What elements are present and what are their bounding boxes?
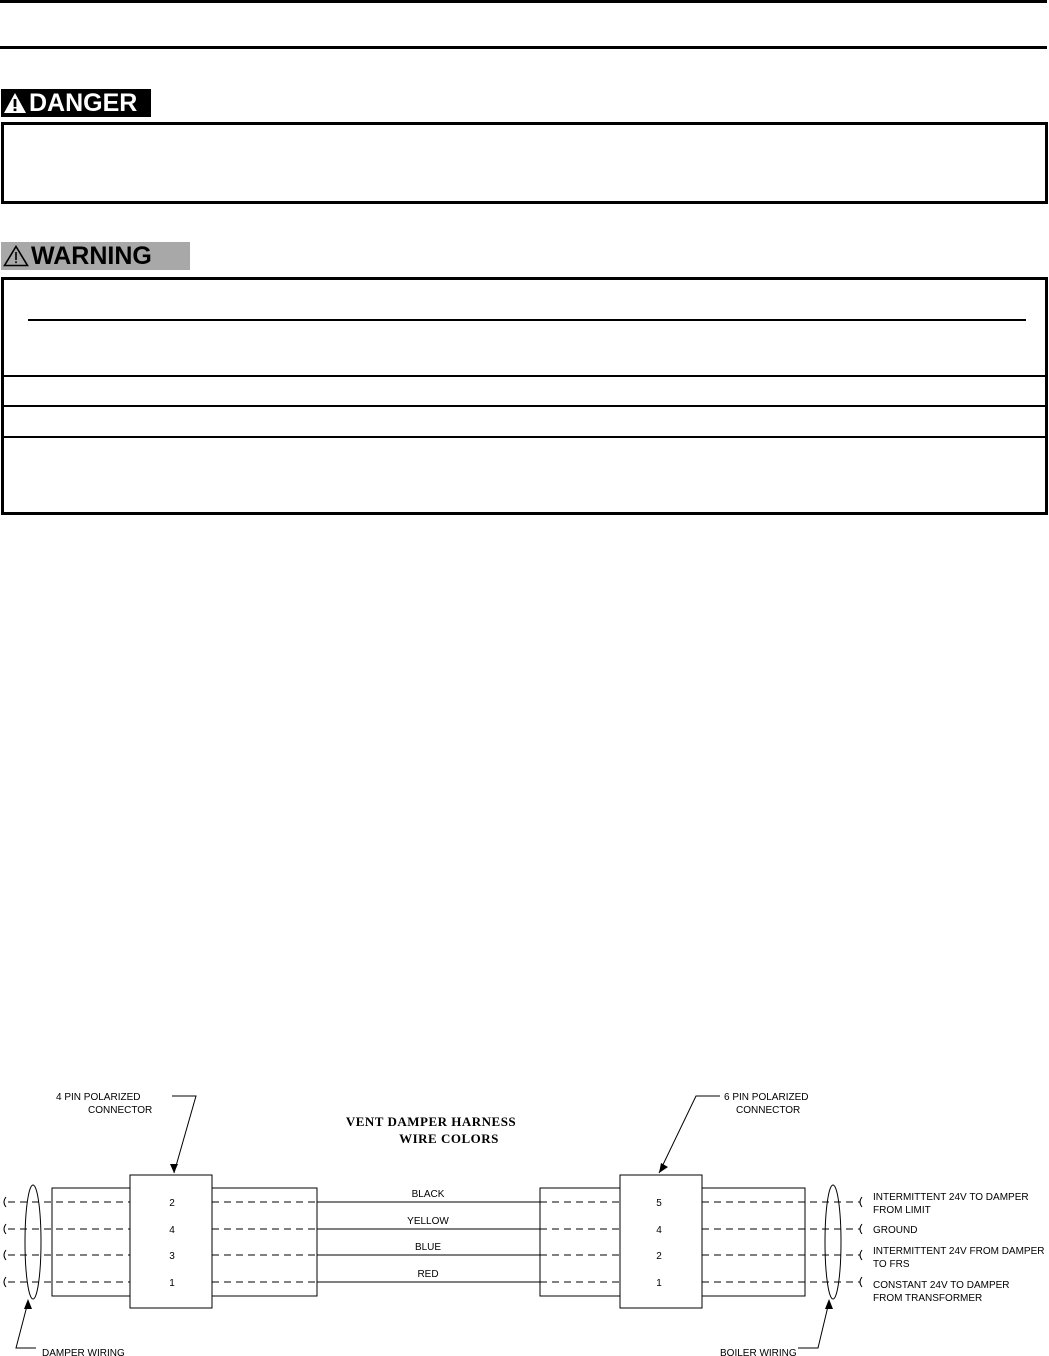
wire-description: FROM LIMIT bbox=[873, 1205, 931, 1216]
left-pin-number: 3 bbox=[169, 1251, 175, 1262]
wire-description: CONSTANT 24V TO DAMPER bbox=[873, 1280, 1010, 1291]
warning-triangle-icon bbox=[3, 92, 27, 114]
wire-description: TO FRS bbox=[873, 1259, 910, 1270]
wire-description: FROM TRANSFORMER bbox=[873, 1293, 983, 1304]
wire-break-icon bbox=[860, 1277, 862, 1287]
wire-description: INTERMITTENT 24V TO DAMPER bbox=[873, 1192, 1029, 1203]
boiler-wiring-leader bbox=[798, 1302, 829, 1348]
left-connector-label-line1: 4 PIN POLARIZED bbox=[56, 1092, 141, 1103]
danger-label: DANGER bbox=[29, 88, 138, 117]
boiler-wiring-bundle bbox=[825, 1185, 841, 1299]
right-connector-label-line2: CONNECTOR bbox=[736, 1105, 801, 1116]
warning-banner bbox=[1, 242, 190, 270]
wire-color-label: BLACK bbox=[411, 1189, 445, 1200]
right-pin-number: 1 bbox=[656, 1278, 662, 1289]
warning-divider-1 bbox=[4, 375, 1045, 377]
danger-message-box bbox=[1, 122, 1048, 204]
warning-message-box bbox=[1, 277, 1048, 515]
wire-description: INTERMITTENT 24V FROM DAMPER bbox=[873, 1246, 1045, 1257]
danger-banner bbox=[1, 89, 151, 117]
left-pin-number: 2 bbox=[169, 1198, 175, 1209]
vent-damper-harness-diagram bbox=[0, 1080, 1049, 1356]
diagram-title-line1: VENT DAMPER HARNESS bbox=[345, 1114, 517, 1129]
wire-break-icon bbox=[4, 1250, 6, 1260]
wire-color-label: BLUE bbox=[414, 1242, 442, 1253]
left-connector-leader bbox=[172, 1096, 196, 1173]
right-connector-label-line1: 6 PIN POLARIZED bbox=[724, 1092, 809, 1103]
right-pin-number: 4 bbox=[656, 1225, 662, 1236]
wire-break-icon bbox=[4, 1277, 6, 1287]
damper-wiring-label: DAMPER WIRING bbox=[42, 1348, 125, 1356]
boiler-wiring-label: BOILER WIRING bbox=[720, 1348, 797, 1356]
diagram-title-line2: WIRE COLORS bbox=[399, 1131, 499, 1146]
header-underline-rule bbox=[0, 46, 1047, 49]
wire-break-icon bbox=[860, 1224, 862, 1234]
header-rule bbox=[0, 0, 1047, 3]
left-pin-number: 4 bbox=[169, 1225, 175, 1236]
warning-divider-3 bbox=[4, 436, 1045, 438]
left-connector-label-line2: CONNECTOR bbox=[88, 1105, 153, 1116]
left-connector-arrow bbox=[170, 1164, 178, 1173]
right-connector-leader bbox=[659, 1096, 720, 1173]
wire-color-label: YELLOW bbox=[407, 1216, 449, 1227]
warning-triangle-outline-icon bbox=[3, 245, 29, 267]
boiler-wiring-arrow bbox=[825, 1299, 833, 1309]
warning-divider-2 bbox=[4, 405, 1045, 407]
warning-inner-rule bbox=[28, 319, 1026, 321]
wire-break-icon bbox=[860, 1197, 862, 1207]
warning-label: WARNING bbox=[31, 241, 152, 270]
wire-break-icon bbox=[860, 1250, 862, 1260]
left-pin-number: 1 bbox=[169, 1278, 175, 1289]
damper-wiring-arrow bbox=[24, 1299, 32, 1309]
right-pin-number: 2 bbox=[656, 1251, 662, 1262]
right-connector-arrow bbox=[659, 1163, 668, 1173]
wire-break-icon bbox=[4, 1197, 6, 1207]
wire-description: GROUND bbox=[873, 1225, 918, 1236]
wire-break-icon bbox=[4, 1224, 6, 1234]
right-pin-number: 5 bbox=[656, 1198, 662, 1209]
wire-color-label: RED bbox=[417, 1269, 439, 1280]
